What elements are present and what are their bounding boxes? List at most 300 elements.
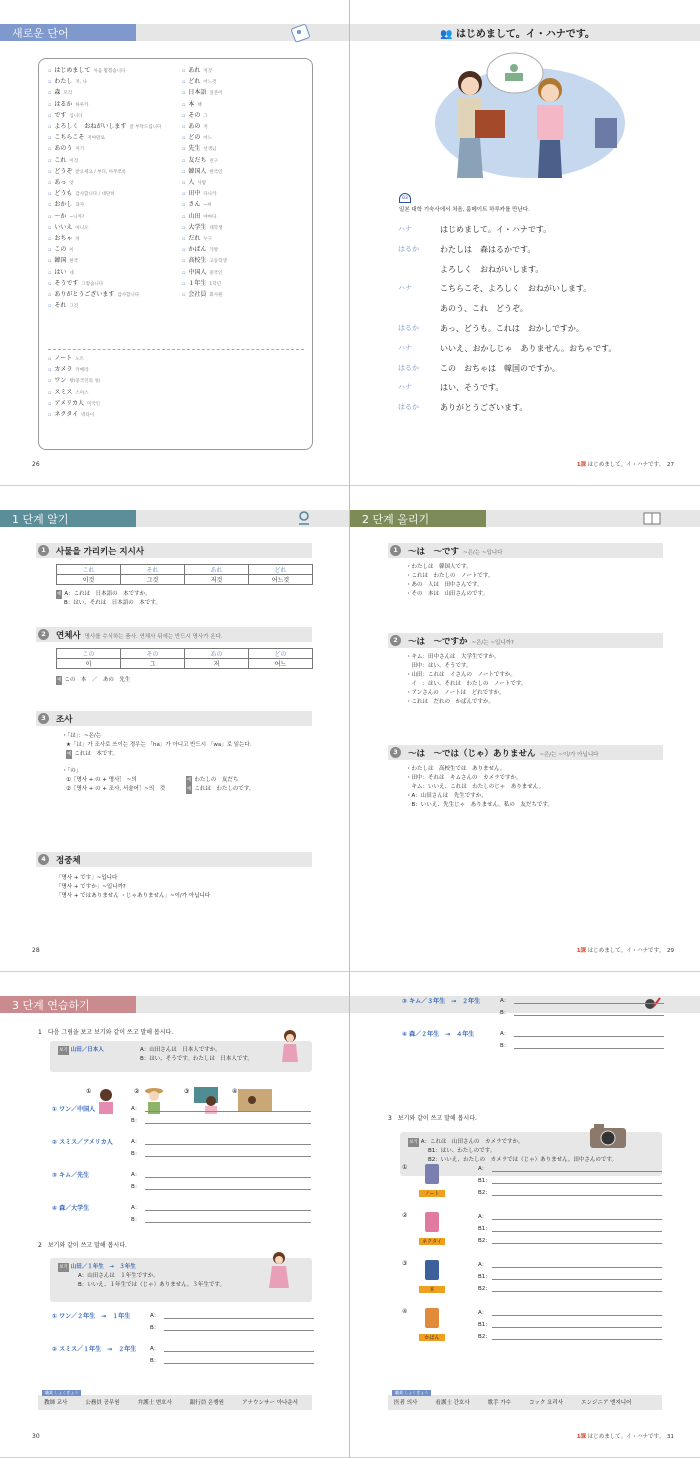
audio-track-icon[interactable]: 03 [399, 193, 411, 203]
svg-text:④: ④ [232, 1088, 238, 1095]
exercise-cue: ③ キム／先生 [52, 1172, 90, 1179]
vocab-word: 日本語 [188, 89, 207, 97]
vocab-meaning: 다나카 [203, 192, 217, 198]
speaker-name: はるか [398, 403, 419, 412]
vocab-word: おちゃ [54, 235, 73, 243]
vocab-item: 歌手 가수 [487, 1400, 511, 1406]
vocab-entry [48, 399, 100, 410]
bullet: ▫ [48, 356, 52, 362]
example-line: ・山田：これは イさんの ノートですか。 [406, 672, 516, 678]
vocab-entry [48, 178, 161, 189]
bullet: ▫ [182, 224, 186, 231]
bullet: ▫ [48, 101, 52, 108]
vocab-meaning: 이 [69, 248, 74, 254]
answer-label: A： [500, 998, 510, 1004]
speaker-name: ハナ [398, 284, 412, 293]
answer-line[interactable] [492, 1279, 662, 1280]
magnifier-icon [297, 510, 311, 530]
exercise-cue: ① ワン／中国人 [52, 1106, 96, 1113]
vocab-word: 高校生 [188, 257, 207, 265]
vocab-meaning: 받으세요 / 부디, 아무쪼록 [75, 169, 127, 175]
page-number: 26 [32, 461, 40, 468]
vocab-meaning: 책 [197, 102, 202, 108]
answer-line[interactable] [145, 1189, 311, 1190]
vocab-word: それ [54, 302, 67, 310]
answer-line[interactable] [492, 1231, 662, 1232]
vocab-meaning: 저기 [75, 147, 85, 153]
section-3-bar: 3 조사 [36, 711, 312, 726]
dialogue-text: あっ、どうも。これは おかしですか。 [440, 324, 584, 333]
polite-form-notes: 「명사 + です」~입니다 「명사 + ですか」~입니까? 「명사 + ではありません ・じゃありません」~이/가 아닙니다 [56, 875, 211, 899]
answer-line[interactable] [145, 1156, 311, 1157]
vocab-item: エンジニア 엔지니어 [581, 1400, 632, 1406]
vocab-meaning: 과자 [75, 203, 85, 209]
speaker-name: ハナ [398, 343, 412, 352]
bullet: ▫ [182, 191, 186, 198]
bullet: ▫ [182, 280, 186, 287]
vocab-item: 医者 의사 [394, 1400, 418, 1406]
vocab-meaning: 어느것 [203, 80, 217, 86]
vocab-entry [48, 354, 100, 365]
answer-line[interactable] [492, 1243, 662, 1244]
answer-line[interactable] [514, 1015, 664, 1016]
table-cell: この [57, 649, 121, 659]
book-icon [642, 510, 662, 530]
example-line: ・アンさんの ノートは どれですか。 [406, 690, 505, 696]
vocab-column-1 [48, 66, 161, 312]
item-picture [420, 1306, 444, 1336]
dialogue-text: ありがとうございます。 [440, 403, 528, 413]
answer-line[interactable] [492, 1315, 662, 1316]
vocab-entry [48, 167, 161, 178]
vocab-meaning: 카메라 [75, 368, 89, 374]
dialogue-text: よろしく おねがいします。 [440, 264, 544, 274]
answer-label: B2： [478, 1334, 491, 1340]
answer-label: B： [150, 1358, 160, 1364]
vocab-word: わたし [54, 78, 73, 86]
pattern-1-examples [406, 563, 493, 599]
vocab-word: 韓国 [54, 257, 67, 265]
vocab-word: かばん [188, 246, 207, 254]
camera-image [588, 1120, 628, 1154]
example-line: イ ：はい、それは わたしの ノートです。 [406, 681, 527, 687]
illustration-kimono-girl [280, 1028, 300, 1068]
example-1: 예 A：これは 日本語の 本ですか。 B：はい、それは 日本語の 本です。 [57, 591, 161, 606]
bullet: ▫ [48, 157, 52, 164]
bullet: ▫ [182, 180, 186, 187]
answer-line[interactable] [164, 1363, 314, 1364]
vocab-meaning: 야마다 [203, 214, 217, 220]
vocab-word: これ [54, 156, 67, 164]
vocab-item: 弁護士 변호사 [137, 1400, 172, 1406]
item-picture [420, 1258, 444, 1288]
vocab-word: はじめまして [54, 67, 91, 74]
prenominal-table [56, 648, 313, 669]
item-caption: 本 [419, 1286, 445, 1293]
bullet: ▫ [48, 389, 52, 396]
vocab-entry [48, 376, 100, 387]
page-26 [0, 0, 350, 486]
answer-line[interactable] [145, 1210, 311, 1211]
vocab-meaning: 왕(중국인의 성) [69, 379, 101, 385]
bullet: ▫ [48, 224, 52, 231]
dialogue-text: はい、そうです。 [440, 383, 504, 393]
page-30 [0, 972, 350, 1458]
vocab-word: よろしく おねがいします [54, 123, 127, 131]
footer: 1課 はじめまして。イ・ハナです。 31 [576, 1434, 674, 1440]
table-cell: それ [121, 565, 185, 575]
exercise-cue: ① ワン／２年生 → １年生 [52, 1313, 131, 1320]
vocab-entry [48, 156, 161, 167]
vocab-meaning: 잘 부탁드립니다 [129, 125, 162, 131]
vocab-word: ありがとうございます [54, 291, 115, 299]
header-band [486, 510, 700, 527]
vocab-word: ～か [54, 212, 67, 220]
header-band [136, 510, 350, 527]
vocab-meaning: 선생님 [203, 147, 217, 153]
bullet: ▫ [182, 258, 186, 265]
answer-line[interactable] [492, 1195, 662, 1196]
bullet: ▫ [182, 168, 186, 175]
answer-label: B： [131, 1118, 141, 1124]
vocab-meaning: 사람 [197, 181, 207, 187]
vocab-meaning: 모리 [63, 91, 73, 97]
answer-line[interactable] [164, 1351, 314, 1352]
answer-line[interactable] [492, 1171, 662, 1172]
answer-line[interactable] [492, 1267, 662, 1268]
vocab-column-3 [48, 354, 100, 421]
vocab-entry [182, 66, 227, 77]
vocab-entry [48, 245, 161, 256]
answer-label: B1： [478, 1274, 491, 1280]
bullet: ▫ [182, 124, 186, 131]
dialogue-text: こちらこそ、よろしく おねがいします。 [440, 284, 592, 294]
answer-line[interactable] [492, 1327, 662, 1328]
answer-line[interactable] [492, 1291, 662, 1292]
bullet: ▫ [48, 79, 52, 86]
example-line: ・わたしは 高校生では ありません。 [406, 766, 506, 772]
dialogue-intro: 일본 대학 기숙사에서 처음, 룸메이트 하루카를 만난다. [399, 207, 530, 213]
example-line: B：いいえ、先生じゃ ありません。私の 友だちです。 [406, 802, 553, 808]
spread-1 [0, 0, 700, 486]
pattern-2-examples [406, 653, 526, 707]
vocab-word: おかし [54, 201, 73, 209]
bullet: ▫ [182, 247, 186, 254]
speaker-name: ハナ [398, 383, 412, 392]
vocab-item: コック 요리사 [528, 1400, 564, 1406]
illustration-two-girls-gift [430, 48, 630, 182]
vocab-entry [182, 133, 227, 144]
vocab-entry [48, 88, 161, 99]
vocab-word: 大学生 [188, 223, 207, 231]
answer-line[interactable] [145, 1123, 311, 1124]
spread-2 [0, 486, 700, 972]
exercise-cue: ④ 森／大学生 [52, 1205, 90, 1212]
answer-label: B： [131, 1217, 141, 1223]
vocab-entry [48, 365, 100, 376]
vocab-item: 教師 교사 [44, 1400, 68, 1406]
question-1: 1 다음 그림을 보고 보기와 같이 쓰고 말해 봅시다. [38, 1029, 174, 1036]
tab-step1: 1 단계 알기 [0, 510, 136, 527]
item-picture [420, 1210, 444, 1240]
example-2: 보기 山田／１年生 → ３年生 A：山田さんは １年生ですか。 B：いいえ、１年生では（じゃ）ありません。３年生です。 [59, 1264, 225, 1288]
example-line: ・わたしは 韓国人です。 [406, 564, 472, 570]
vocab-meaning: 회사원 [209, 293, 223, 299]
answer-line[interactable] [145, 1111, 311, 1112]
bullet: ▫ [48, 412, 52, 419]
vocab-entry [48, 290, 161, 301]
example-2: 예 この 本 ／ あの 先生 [57, 677, 131, 683]
bullet: ▫ [182, 146, 186, 153]
vocab-meaning: 감사합니다 / 대단히 [75, 192, 115, 198]
answer-line[interactable] [492, 1339, 662, 1340]
vocab-word: 先生 [188, 145, 201, 153]
item-number: ④ [402, 1308, 408, 1315]
vocab-entry [182, 212, 227, 223]
vocab-entry [182, 189, 227, 200]
vocab-meaning: 친구 [209, 158, 219, 164]
example-tag: 예 [57, 592, 62, 597]
example-tag: 예 [57, 678, 62, 683]
dialogue-text: この おちゃは 韓国のですか。 [440, 363, 560, 373]
vocab-entry [48, 77, 161, 88]
vocab-entry [182, 77, 227, 88]
bullet: ▫ [48, 146, 52, 153]
vocab-entry [48, 410, 100, 421]
bullet: ▫ [48, 213, 52, 220]
bullet: ▫ [48, 367, 52, 374]
vocab-entry [48, 388, 100, 399]
bullet: ▫ [182, 202, 186, 209]
bullet: ▫ [182, 101, 186, 108]
notebook-icon [290, 22, 312, 48]
vocab-meaning: 그렇습니다 [81, 281, 104, 287]
example-line: キム：いいえ、これは わたしのじゃ ありません。 [406, 784, 545, 790]
table-cell: 어느 [249, 659, 313, 669]
table-cell: あの [185, 649, 249, 659]
question-3: 3 보기와 같이 쓰고 말해 봅시다. [388, 1115, 477, 1122]
page-number: 30 [32, 1433, 40, 1440]
item-caption: かばん [419, 1334, 445, 1341]
answer-line[interactable] [492, 1183, 662, 1184]
bullet: ▫ [48, 191, 52, 198]
table-cell: 이것 [57, 575, 121, 585]
vocab-entry [182, 279, 227, 290]
exercise-cue: ② スミス／１年生 → ２年生 [52, 1346, 137, 1353]
bullet: ▫ [48, 378, 52, 385]
answer-line[interactable] [514, 1048, 664, 1049]
svg-text:②: ② [134, 1088, 140, 1095]
answer-line[interactable] [164, 1330, 314, 1331]
vocab-word: その [188, 111, 201, 119]
vocab-meaning: 입니다 [69, 113, 83, 119]
answer-line[interactable] [164, 1318, 314, 1319]
header-band [136, 24, 350, 41]
vocab-entry [182, 88, 227, 99]
example-line: 田中：はい、そうです。 [406, 663, 472, 669]
answer-label: B2： [478, 1190, 491, 1196]
table-cell: 그 [121, 659, 185, 669]
answer-label: A： [478, 1166, 488, 1172]
item-number: ③ [402, 1260, 408, 1267]
vocab-entry [182, 178, 227, 189]
vocab-strip: 職業 しょくぎょう 教師 교사 公務員 공무원 弁護士 변호사 銀行員 은행원 アナウンサー 아나운서 [38, 1395, 312, 1410]
vocab-meaning: ~니까? [69, 214, 85, 220]
vocab-meaning: 대학생 [209, 225, 223, 231]
divider [48, 349, 304, 350]
bullet: ▫ [182, 79, 186, 86]
vocab-meaning: 처음 뵙겠습니다 [93, 69, 126, 74]
vocab-word: こちらこそ [54, 134, 85, 142]
vocab-word: 森 [54, 89, 61, 97]
bullet: ▫ [48, 236, 52, 243]
bullet: ▫ [48, 90, 52, 97]
exercise-cue: ③ キム／３年生 → ２年生 [402, 998, 481, 1005]
vocab-word: 人 [188, 179, 195, 187]
table-cell: 그것 [121, 575, 185, 585]
vocab-meaning: 그 [203, 113, 208, 119]
item-caption: ネクタイ [419, 1238, 445, 1245]
particle-notes: ・「は」：~은/는 ★「は」가 조사로 쓰이는 경우는 「ha」가 아니고 반드시 「wa」로 읽는다. 예 これは 本です。 ・「の」 ①［명사 + の + 명사］ ~의 예 わたしの 友だち ②［명사 + の + 조사, 서술어］~의 것 예 これは わたしのです。 [62, 733, 255, 792]
vocab-meaning: 스미스 [75, 390, 89, 396]
vocab-item: アナウンサー 아나운서 [241, 1400, 298, 1406]
vocab-word: あれ [188, 67, 201, 74]
answer-line[interactable] [514, 1003, 664, 1004]
footer: 1課 はじめまして。イ・ハナです。 27 [576, 462, 674, 468]
vocab-entry [48, 122, 161, 133]
vocab-entry [48, 268, 161, 279]
vocab-meaning: 미국인 [86, 401, 101, 407]
vocab-meaning: 하루카 [75, 102, 89, 108]
pattern-2-bar: 2 ～は ～ですか ~은/는 ~입니까? [388, 633, 663, 648]
example-3: 보기 A：これは 山田さんの カメラですか。 B1：はい、わたしのです。 B2：いいえ、わたしの カメラでは（じゃ）ありません。田中さんのです。 [409, 1139, 617, 1163]
svg-text:①: ① [86, 1088, 92, 1095]
example-line: ・これは だれの かばんですか。 [406, 699, 495, 705]
item-number: ① [402, 1164, 408, 1171]
people-icon: 👥 [440, 29, 453, 40]
vocab-entry [182, 111, 227, 122]
vocab-meaning: 가방 [209, 248, 219, 254]
answer-line[interactable] [514, 1036, 664, 1037]
vocab-word: ノート [54, 355, 73, 362]
vocab-entry [182, 200, 227, 211]
vocab-entry [182, 100, 227, 111]
table-cell: 어느것 [249, 575, 313, 585]
answer-line[interactable] [145, 1177, 311, 1178]
answer-label: A： [131, 1205, 141, 1211]
bullet: ▫ [48, 292, 52, 299]
answer-label: B1： [478, 1178, 491, 1184]
vocab-meaning: 네 [69, 270, 74, 276]
vocab-word: 友だち [188, 156, 207, 164]
vocab-entry [48, 133, 161, 144]
answer-label: A： [131, 1106, 141, 1112]
vocab-word: さん [188, 201, 201, 209]
vocab-entry [182, 245, 227, 256]
answer-line[interactable] [145, 1144, 311, 1145]
bullet: ▫ [182, 68, 186, 74]
dialogue-text: いいえ、おかしじゃ ありません。おちゃです。 [440, 343, 617, 353]
vocab-word: だれ [188, 235, 201, 243]
answer-line[interactable] [492, 1219, 662, 1220]
vocab-entry [182, 144, 227, 155]
vocab-entry [48, 279, 161, 290]
example-line: ・その 本は 山田さんのです。 [406, 591, 489, 597]
bullet: ▫ [48, 258, 52, 265]
answer-label: A： [478, 1214, 488, 1220]
vocab-meaning: 저것 [203, 69, 213, 74]
pattern-1-bar: 1 ～は ～です ~은/는 ~입니다 [388, 543, 663, 558]
vocab-meaning: 앗 [69, 181, 74, 187]
answer-line[interactable] [145, 1222, 311, 1223]
item-picture [420, 1162, 444, 1192]
vocab-word: どれ [188, 78, 201, 86]
bullet: ▫ [182, 236, 186, 243]
bullet: ▫ [182, 90, 186, 97]
bullet: ▫ [182, 157, 186, 164]
vocab-entry [182, 122, 227, 133]
vocab-word: ワン [54, 377, 67, 385]
vocab-entry [182, 268, 227, 279]
vocab-word: スミス [54, 388, 73, 396]
vocab-meaning: 넥타이 [81, 413, 95, 419]
answer-label: A： [150, 1313, 160, 1319]
vocab-entry [182, 234, 227, 245]
vocab-meaning: 누구 [203, 237, 213, 243]
vocab-word: どうぞ [54, 167, 73, 175]
vocab-entry [48, 200, 161, 211]
bullet: ▫ [182, 135, 186, 142]
bullet: ▫ [182, 269, 186, 276]
header-band [136, 996, 350, 1013]
tab-new-words: 새로운 단어 [0, 24, 136, 41]
vocab-meaning: 어느 [203, 136, 213, 142]
section-4-bar: 4 정중체 [36, 852, 312, 867]
table-cell: その [121, 649, 185, 659]
vocab-entry [182, 223, 227, 234]
answer-label: A： [131, 1172, 141, 1178]
page-29 [350, 486, 700, 972]
table-cell: あれ [185, 565, 249, 575]
vocab-meaning: 저, 나 [75, 80, 87, 86]
tab-step2: 2 단계 올리기 [350, 510, 486, 527]
vocab-meaning: 고등학생 [209, 259, 227, 265]
vocab-entry [48, 100, 161, 111]
table-cell: どれ [249, 565, 313, 575]
dialogue-text: はじめまして。イ・ハナです。 [440, 225, 552, 234]
bullet: ▫ [48, 68, 52, 74]
bullet: ▫ [48, 247, 52, 254]
table-cell: 저 [185, 659, 249, 669]
page-31 [350, 972, 700, 1458]
vocab-item: 看護士 간호사 [435, 1400, 470, 1406]
vocab-word: 中国人 [188, 268, 207, 276]
bullet: ▫ [48, 168, 52, 175]
answer-label: A： [478, 1310, 488, 1316]
example-line: ・あの 人は 田中さんです。 [406, 582, 483, 588]
pattern-3-examples [406, 765, 553, 810]
vocab-meaning: 저 [203, 125, 208, 131]
speaker-name: はるか [398, 324, 419, 332]
table-cell: どの [249, 649, 313, 659]
vocab-word: どうも [54, 190, 73, 198]
page-27 [350, 0, 700, 486]
illustration-pink-girl [268, 1250, 290, 1294]
vocab-meaning: 이것 [69, 158, 79, 164]
vocab-meaning: 아니오 [75, 225, 89, 231]
vocab-entry [48, 189, 161, 200]
answer-label: A： [478, 1262, 488, 1268]
